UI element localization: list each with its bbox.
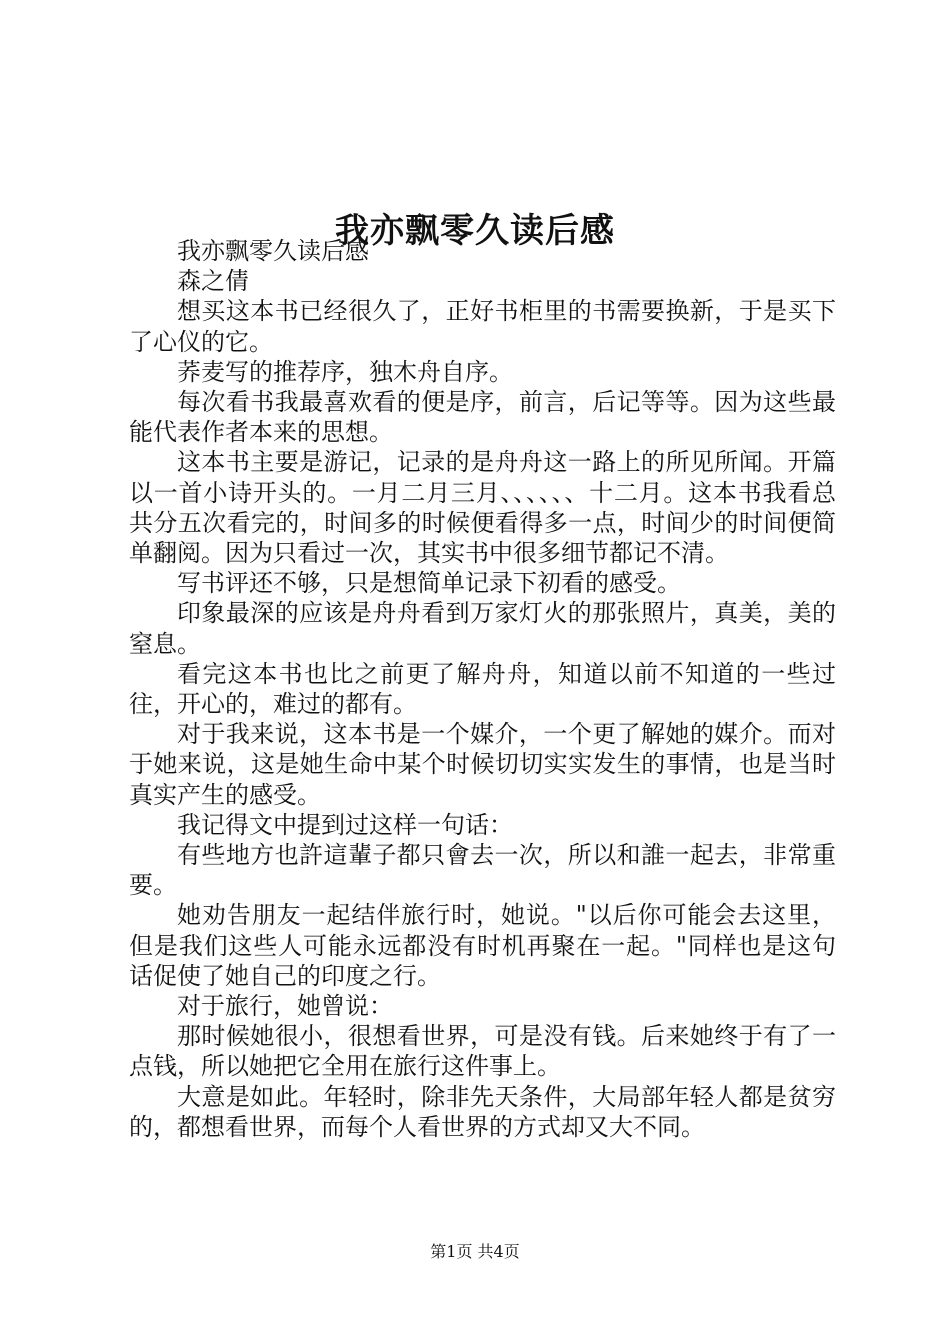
paragraph: 想买这本书已经很久了，正好书柜里的书需要换新，于是买下了心仪的它。 [129, 297, 836, 356]
page-number-footer: 第1页 共4页 [430, 1242, 520, 1261]
paragraph-author: 森之倩 [177, 267, 249, 296]
paragraph: 那时候她很小，很想看世界，可是没有钱。后来她终于有了一点钱，所以她把它全用在旅行这件事上。 [129, 1022, 836, 1081]
paragraph: 印象最深的应该是舟舟看到万家灯火的那张照片，真美，美的窒息。 [129, 599, 836, 658]
paragraph: 每次看书我最喜欢看的便是序，前言，后记等等。因为这些最能代表作者本来的思想。 [129, 388, 836, 447]
paragraph: 写书评还不够，只是想简单记录下初看的感受。 [177, 569, 681, 598]
paragraph: 对于旅行，她曾说： [177, 992, 393, 1021]
paragraph-quote: 有些地方也許這輩子都只會去一次，所以和誰一起去，非常重要。 [129, 841, 836, 900]
page-title: 我亦飘零久读后感 [335, 210, 615, 251]
paragraph: 看完这本书也比之前更了解舟舟，知道以前不知道的一些过往，开心的，难过的都有。 [129, 659, 836, 719]
document-body [129, 236, 836, 1142]
paragraph-subtitle: 我亦飘零久读后感 [177, 237, 369, 265]
paragraph: 荞麦写的推荐序，独木舟自序。 [177, 357, 513, 386]
paragraph: 对于我来说，这本书是一个媒介，一个更了解她的媒介。而对于她来说，这是她生命中某个时候切切实实发生的事情，也是当时真实产生的感受。 [129, 720, 836, 809]
paragraph: 这本书主要是游记，记录的是舟舟这一路上的所见所闻。开篇以一首小诗开头的。一月二月三月、、、、、、十二月。这本书我看总共分五次看完的，时间多的时候便看得多一点，时间少的时间便简单翻阅。因为只看过一次，其实书中很多细节都记不清。 [129, 448, 836, 568]
paragraph: 她劝告朋友一起结伴旅行时，她说。"以后你可能会去这里，但是我们这些人可能永远都没有时机再聚在一起。"同样也是这句话促使了她自己的印度之行。 [129, 901, 836, 990]
paragraph: 我记得文中提到过这样一句话： [177, 810, 513, 839]
paragraph: 大意是如此。年轻时，除非先天条件，大局部年轻人都是贫穷的，都想看世界，而每个人看世界的方式却又大不同。 [129, 1082, 836, 1141]
